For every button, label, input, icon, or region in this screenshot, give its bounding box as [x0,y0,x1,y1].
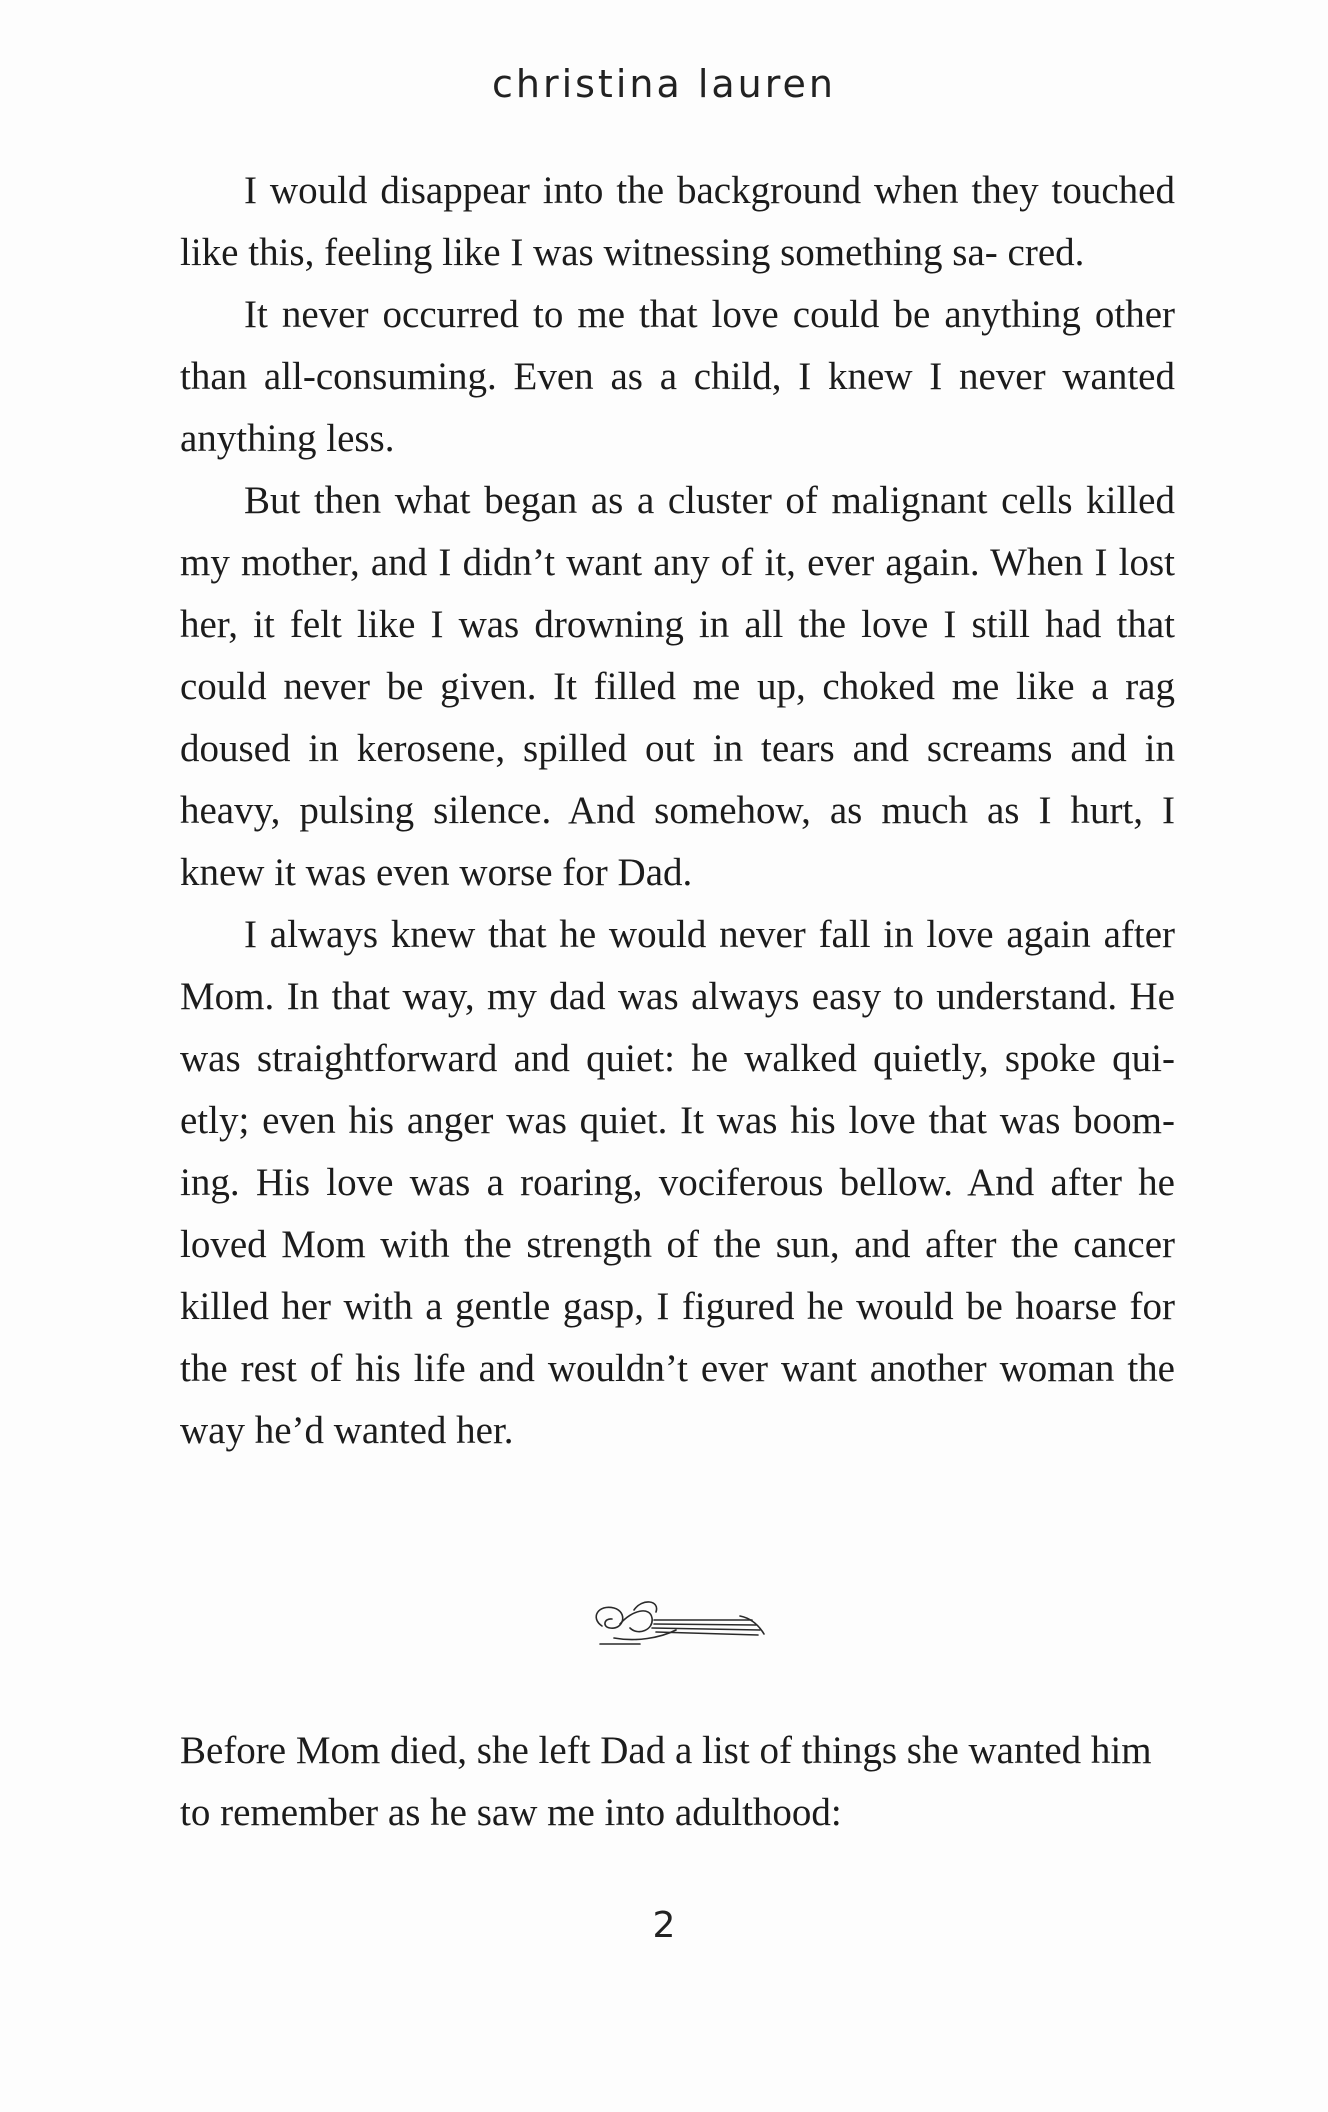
paragraph-2: It never occurred to me that love could be anything other than all-consuming. Even as a child, I knew I never wanted anything less. [180,293,1175,460]
running-head: christina lauren [491,62,837,106]
after-break-text [180,1720,1175,1844]
page-number: 2 [652,1905,676,1946]
paragraph-4: I always knew that he would never fall in love again after Mom. In that way, my dad was always easy to understand. He was straightforward and quiet: he walked quietly, spoke qui- etly; even his anger was quiet. It was his love that was boom- ing. His love was a roaring, vociferous bellow. And after he loved Mom with the strength of the sun, and after the cancer killed her with a gentle gasp, I figured he would be hoarse for the rest of his life and wouldn’t ever want another woman the way he’d wanted her. [180,913,1175,1452]
paragraph-3: But then what began as a cluster of malignant cells killed my mother, and I didn’t want any of it, ever again. When I lost her, it felt like I was drowning in all the love I still had that could never be given. It filled me up, choked me like a rag doused in kerosene, spilled out in tears and screams and in heavy, pulsing silence. And somehow, as much as I hurt, I knew it was even worse for Dad. [180,479,1175,894]
flourish-ornament-icon [580,1588,780,1658]
paragraph-after-break: Before Mom died, she left Dad a list of things she wanted him to remember as he saw me into adulthood: [180,1729,1152,1834]
body-text [180,160,1175,1462]
paragraph-1: I would disappear into the background when they touched like this, feeling like I was witnessing something sa- cred. [180,169,1175,274]
